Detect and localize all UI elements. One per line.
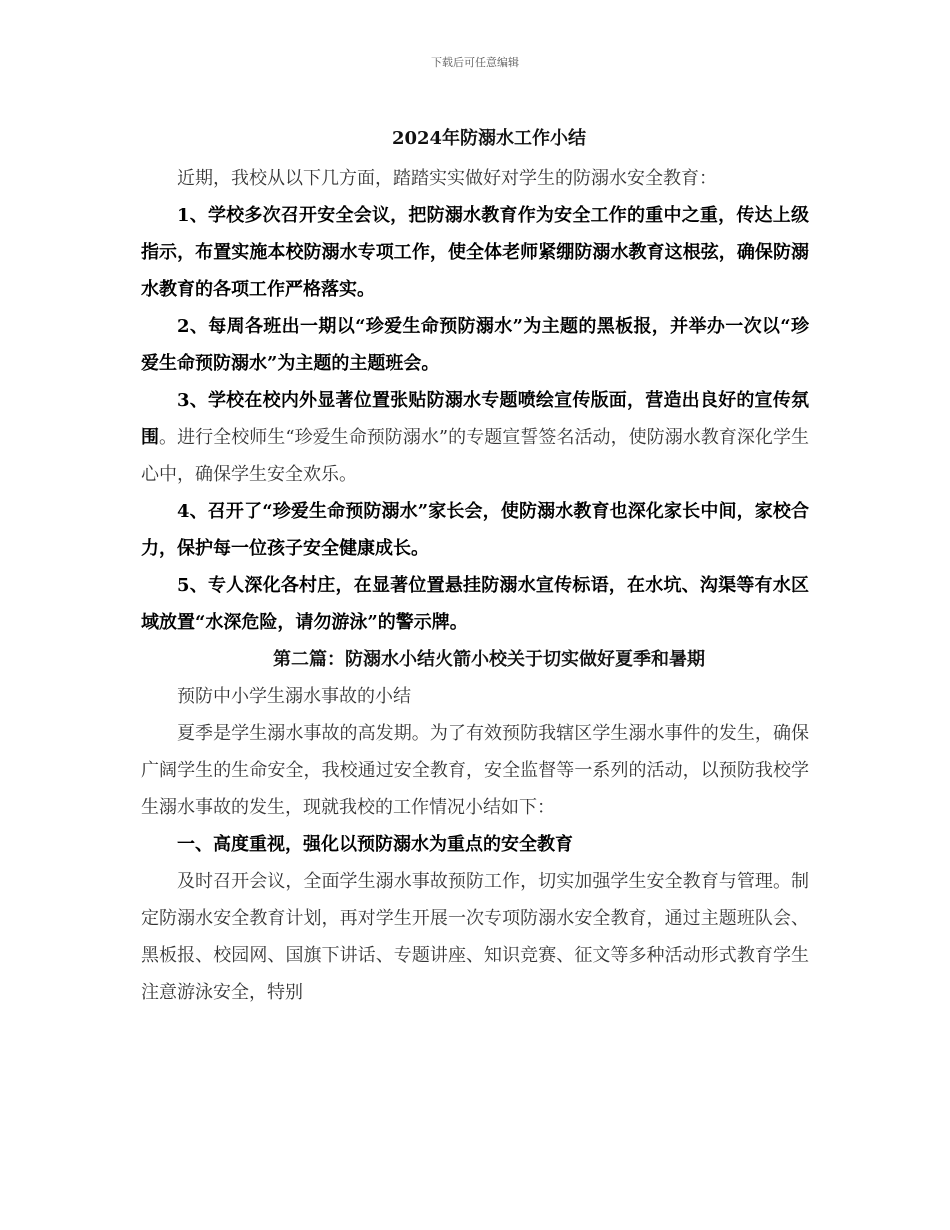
item-3-rest: 。进行全校师生“珍爱生命预防溺水”的专题宣誓签名活动，使防溺水教育深化学生心中，确保学生安全欢乐。	[141, 427, 809, 485]
heading-1: 一、高度重视，强化以预防溺水为重点的安全教育	[177, 834, 573, 855]
item-2: 2、每周各班出一期以“珍爱生命预防溺水”为主题的黑板报，并举办一次以“珍爱生命预防溺水”为主题的主题班会。	[141, 316, 809, 374]
item-1: 1、学校多次召开安全会议，把防溺水教育作为安全工作的重中之重，传达上级指示，布置实施本校防溺水专项工作，使全体老师紧绷防溺水教育这根弦，确保防溺水教育的各项工作严格落实。	[141, 205, 809, 300]
heading-1-paragraph: 及时召开会议，全面学生溺水事故预防工作，切实加强学生安全教育与管理。制定防溺水安全教育计划，再对学生开展一次专项防溺水安全教育，通过主题班队会、黑板报、校园网、国旗下讲话、专题讲座、知识竞赛、征文等多种活动形式教育学生注意游泳安全，特别	[141, 871, 809, 1003]
item-3-bold: 3、学校在校内外显著位置张贴防溺水专题喷绘宣传版面，营造出良好的宣传氛围	[141, 390, 809, 448]
item-4: 4、召开了“珍爱生命预防溺水”家长会，使防溺水教育也深化家长中间，家校合力，保护每一位孩子安全健康成长。	[141, 501, 809, 559]
document-title: 2024年防溺水工作小结	[391, 128, 587, 149]
section-2-title: 第二篇：防溺水小结火箭小校关于切实做好夏季和暑期	[273, 649, 705, 670]
document-body	[141, 124, 809, 1011]
item-5: 5、专人深化各村庄，在显著位置悬挂防溺水宣传标语，在水坑、沟渠等有水区域放置“水深危险，请勿游泳”的警示牌。	[141, 575, 809, 633]
item-3	[141, 382, 809, 493]
intro-paragraph: 近期，我校从以下几方面，踏踏实实做好对学生的防溺水安全教育：	[177, 168, 717, 189]
page-header-note: 下载后可任意编辑	[431, 56, 519, 69]
section-2-subtitle: 预防中小学生溺水事故的小结	[177, 686, 411, 707]
section-2-paragraph: 夏季是学生溺水事故的高发期。为了有效预防我辖区学生溺水事件的发生，确保广阔学生的生命安全，我校通过安全教育，安全监督等一系列的活动，以预防我校学生溺水事故的发生，现就我校的工作情况小结如下：	[141, 723, 809, 818]
